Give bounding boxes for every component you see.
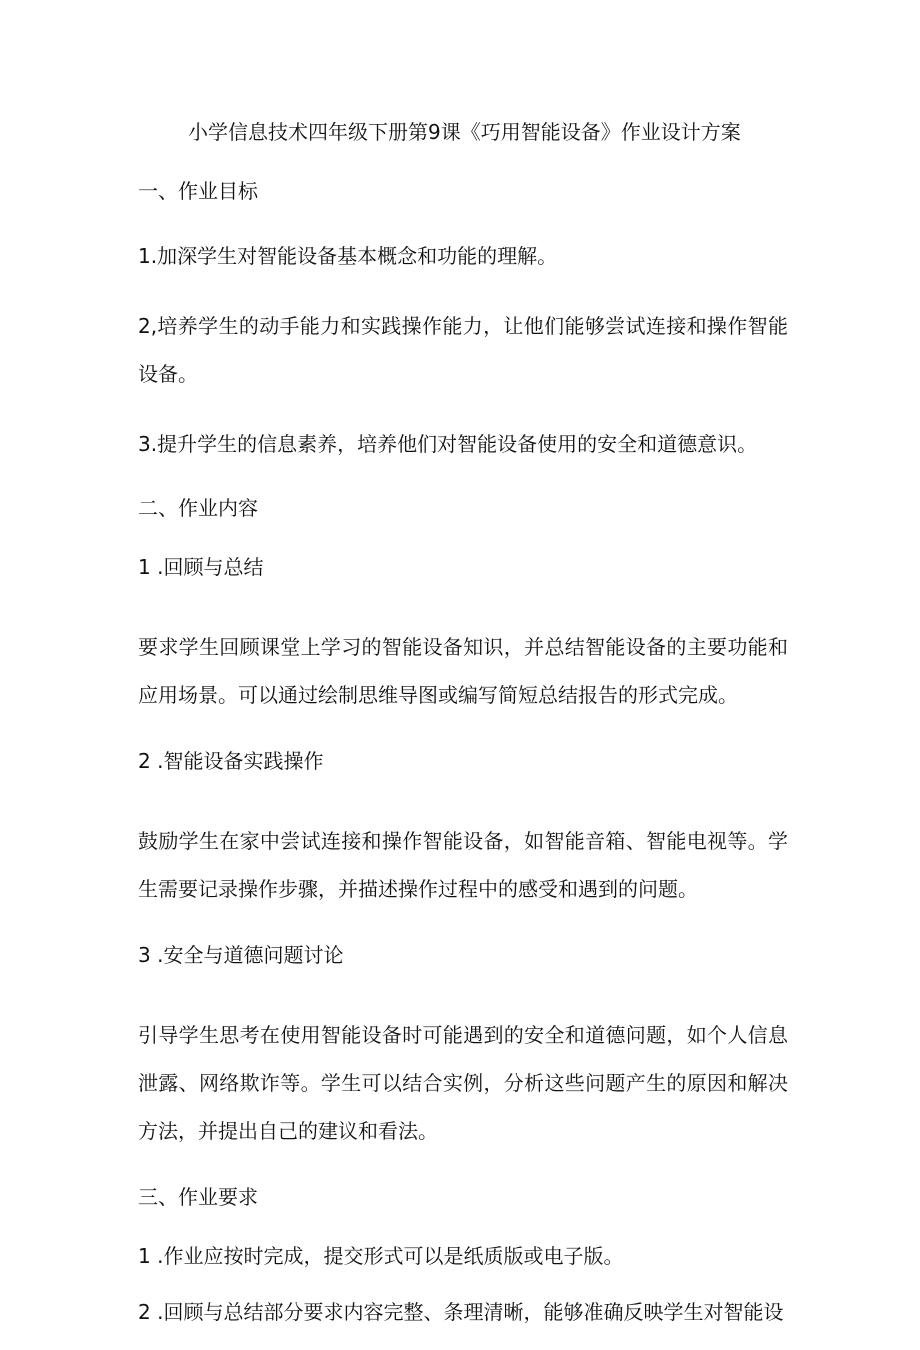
content-item-1-title: 1 .回顾与总结 bbox=[138, 555, 264, 579]
content-item-2-body: 鼓励学生在家中尝试连接和操作智能设备，如智能音箱、智能电视等。学生需要记录操作步骤，并描述操作过程中的感受和遇到的问题。 bbox=[138, 829, 788, 901]
section-heading-requirements: 三、作业要求 bbox=[138, 1185, 258, 1209]
requirement-item-2: 2 .回顾与总结部分要求内容完整、条理清晰，能够准确反映学生对智能设 bbox=[138, 1300, 784, 1324]
content-item-1-body: 要求学生回顾课堂上学习的智能设备知识，并总结智能设备的主要功能和应用场景。可以通过绘制思维导图或编写简短总结报告的形式完成。 bbox=[138, 635, 788, 707]
section-heading-goals: 一、作业目标 bbox=[138, 179, 258, 203]
content-item-3-body: 引导学生思考在使用智能设备时可能遇到的安全和道德问题，如个人信息泄露、网络欺诈等。学生可以结合实例，分析这些问题产生的原因和解决方法，并提出自己的建议和看法。 bbox=[138, 1023, 788, 1143]
goal-item-1: 1.加深学生对智能设备基本概念和功能的理解。 bbox=[138, 244, 558, 268]
goal-item-3: 3.提升学生的信息素养，培养他们对智能设备使用的安全和道德意识。 bbox=[138, 432, 758, 456]
content-item-2-title: 2 .智能设备实践操作 bbox=[138, 749, 324, 773]
goal-item-2: 2,培养学生的动手能力和实践操作能力，让他们能够尝试连接和操作智能设备。 bbox=[138, 314, 788, 386]
content-item-3-title: 3 .安全与道德问题讨论 bbox=[138, 943, 344, 967]
section-heading-content: 二、作业内容 bbox=[138, 496, 258, 520]
document-content bbox=[138, 114, 788, 1350]
requirement-item-1: 1 .作业应按时完成，提交形式可以是纸质版或电子版。 bbox=[138, 1244, 624, 1268]
document-title: 小学信息技术四年级下册第9课《巧用智能设备》作业设计方案 bbox=[188, 120, 741, 144]
